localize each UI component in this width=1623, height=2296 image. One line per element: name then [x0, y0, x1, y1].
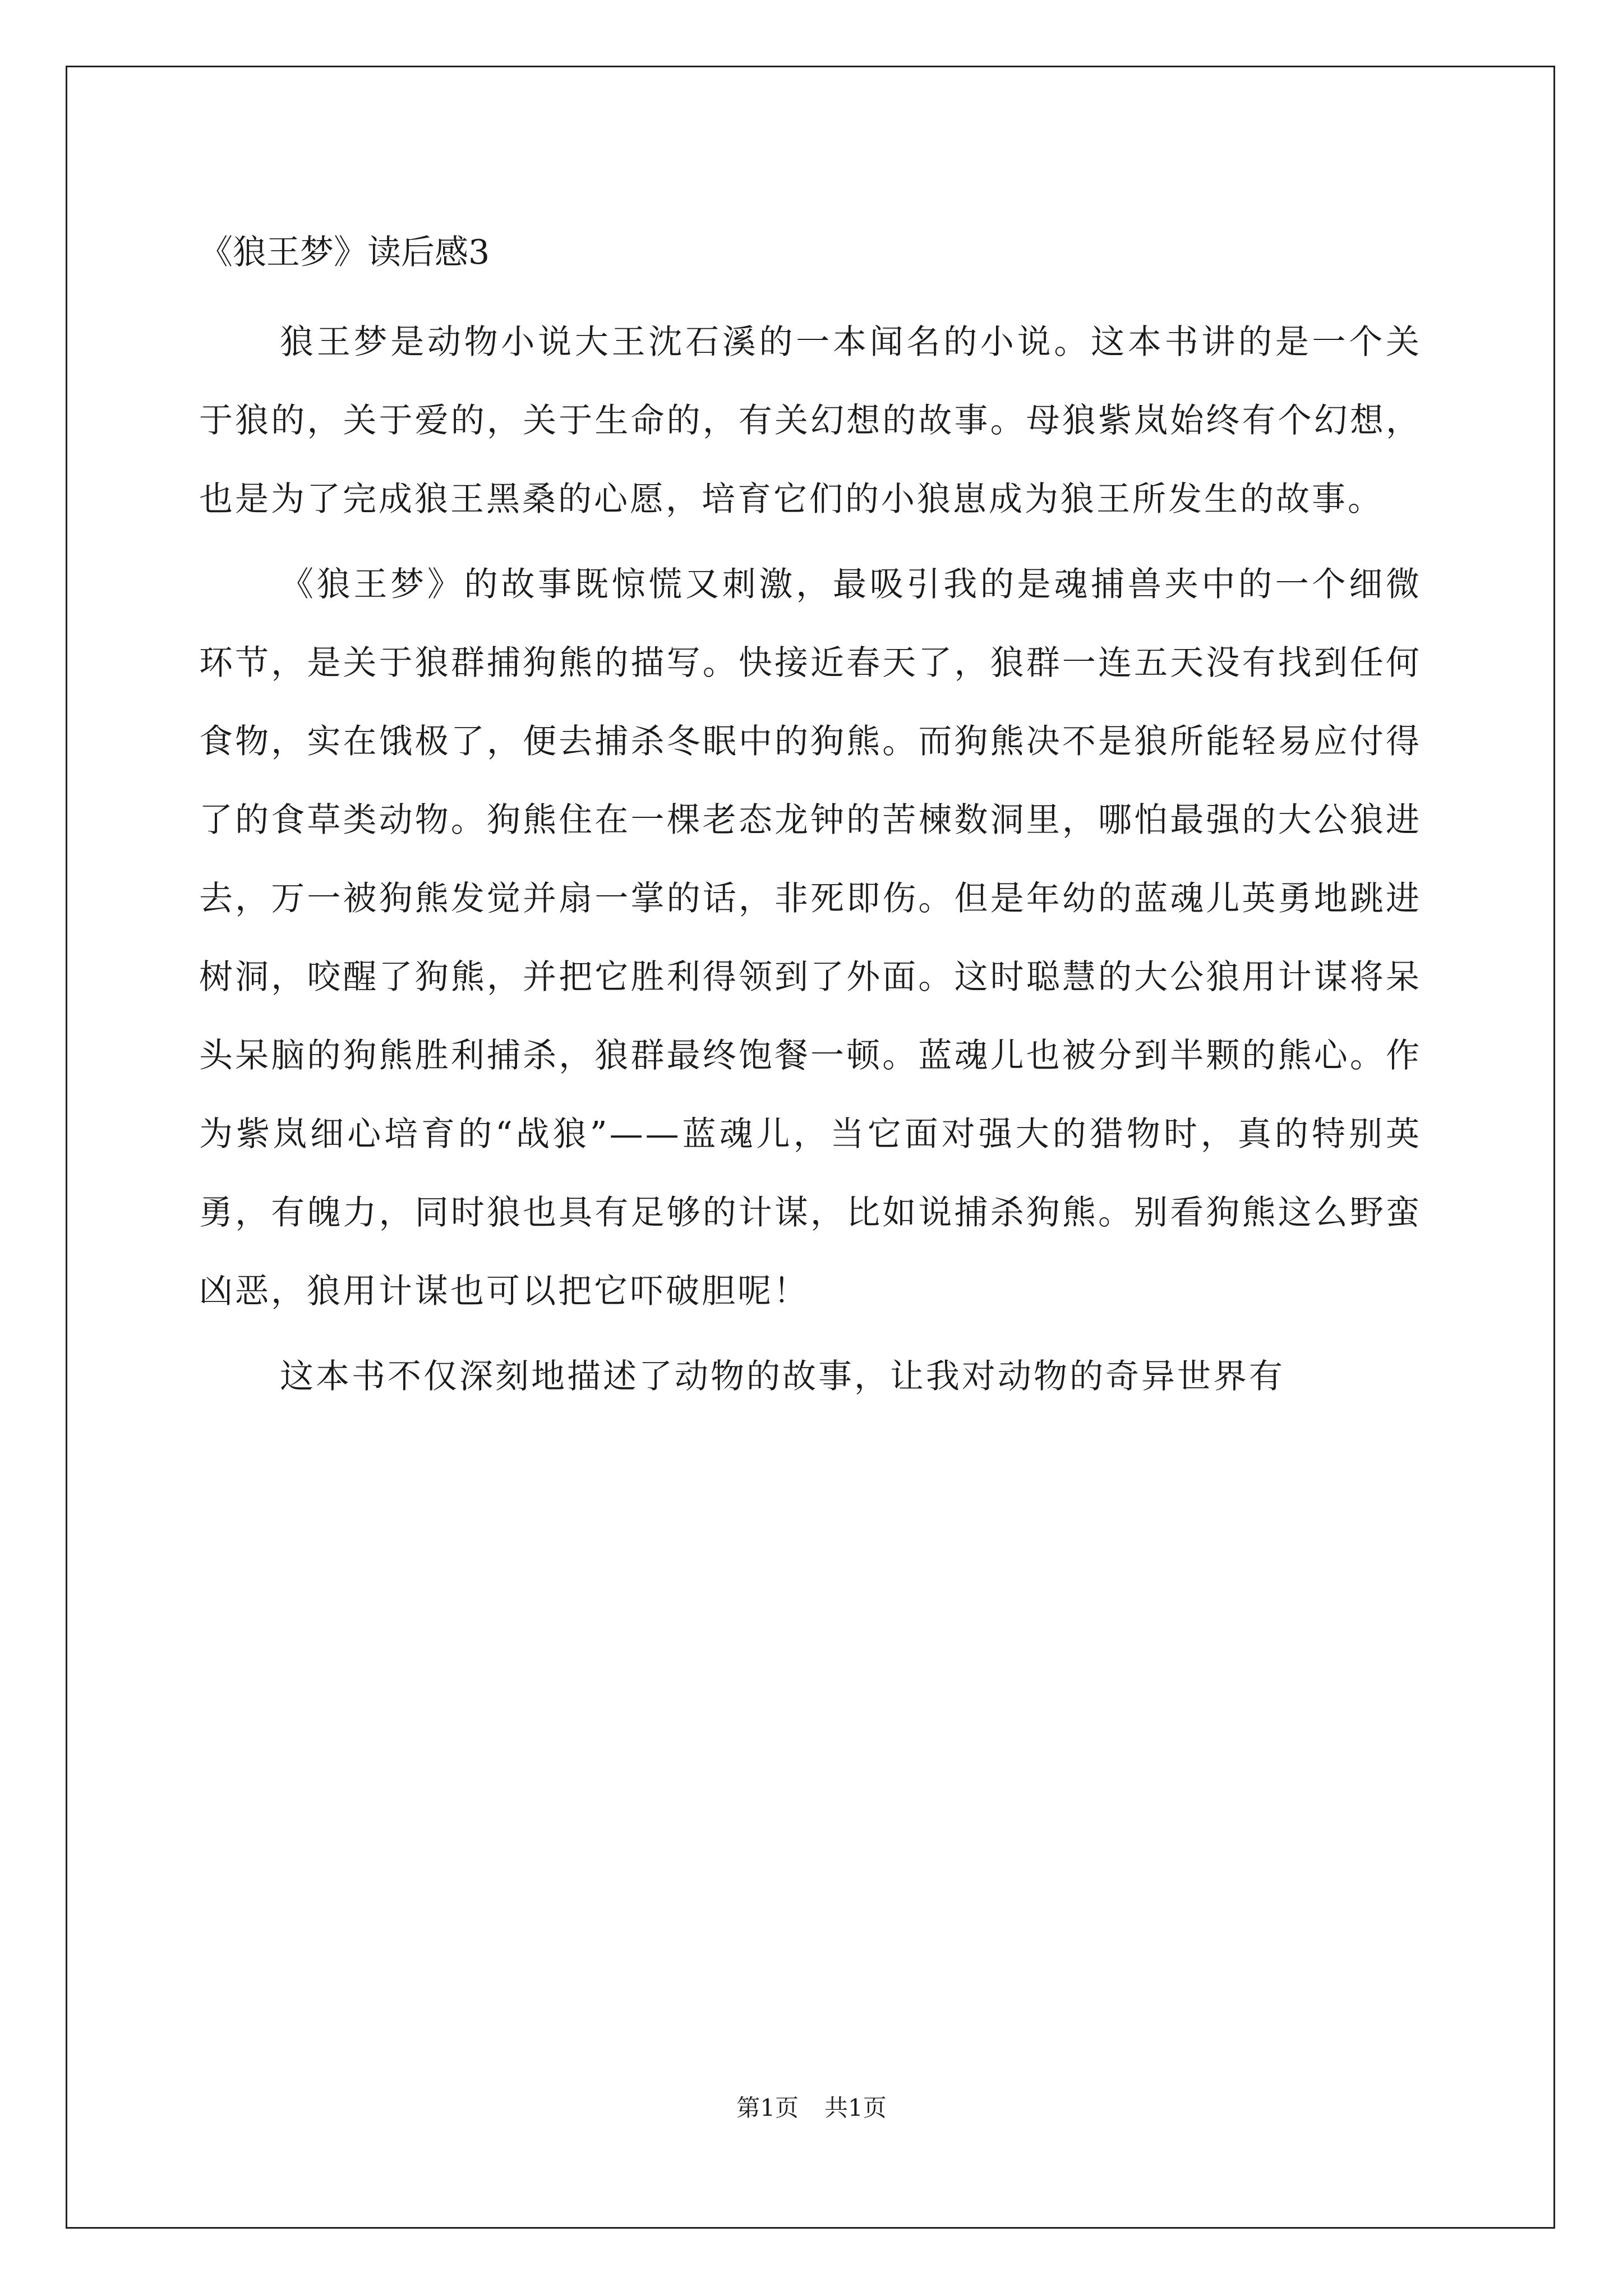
- page-number: 第1页: [736, 2094, 799, 2122]
- document-title: 《狼王梦》读后感3: [199, 233, 490, 272]
- page-total: 共1页: [824, 2094, 887, 2122]
- document-body: [199, 213, 1422, 1416]
- page-footer: [0, 2091, 1623, 2125]
- paragraph-2: 《狼王梦》的故事既惊慌又刺激，最吸引我的是魂捕兽夹中的一个细微环节，是关于狼群捕狗熊的描写。快接近春天了，狼群一连五天没有找到任何食物，实在饿极了，便去捕杀冬眠中的狗熊。而狗熊决不是狼所能轻易应付得了的食草类动物。狗熊住在一棵老态龙钟的苦楝数洞里，哪怕最强的大公狼进去，万一被狗熊发觉并扇一掌的话，非死即伤。但是年幼的蓝魂儿英勇地跳进树洞，咬醒了狗熊，并把它胜利得领到了外面。这时聪慧的大公狼用计谋将呆头呆脑的狗熊胜利捕杀，狼群最终饱餐一顿。蓝魂儿也被分到半颗的熊心。作为紫岚细心培育的“战狼”——蓝魂儿，当它面对强大的猎物时，真的特别英勇，有魄力，同时狼也具有足够的计谋，比如说捕杀狗熊。别看狗熊这么野蛮凶恶，狼用计谋也可以把它吓破胆呢！: [199, 565, 1422, 1311]
- paragraph-1: 狼王梦是动物小说大王沈石溪的一本闻名的小说。这本书讲的是一个关于狼的，关于爱的，关于生命的，有关幻想的故事。母狼紫岚始终有个幻想，也是为了完成狼王黑桑的心愿，培育它们的小狼崽成为狼王所发生的故事。: [199, 323, 1422, 519]
- paragraph-3: 这本书不仅深刻地描述了动物的故事，让我对动物的奇异世界有: [280, 1357, 1285, 1396]
